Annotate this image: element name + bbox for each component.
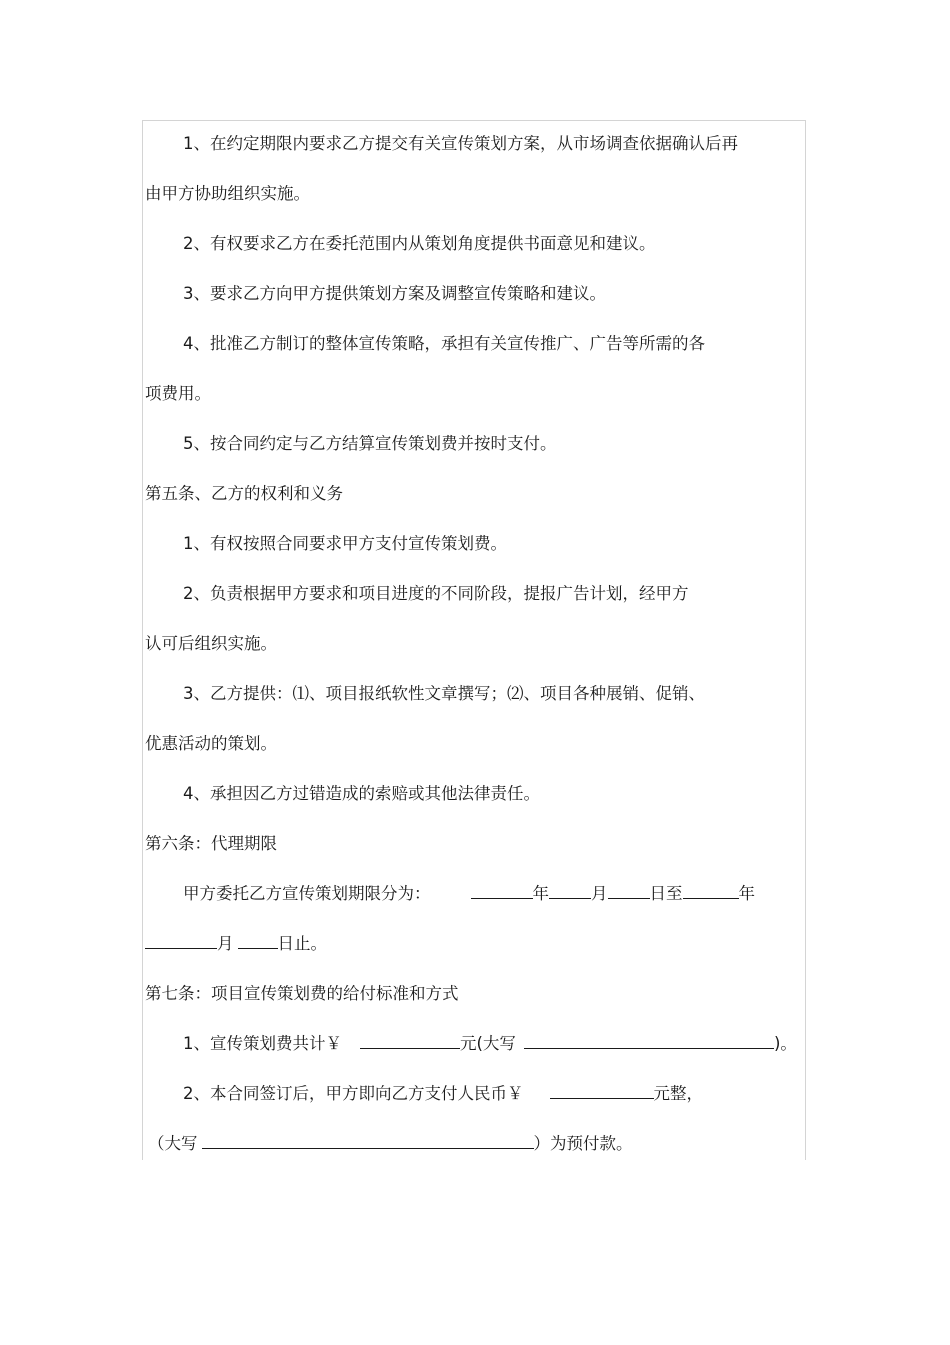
- clause-4-item-1: 1、在约定期限内要求乙方提交有关宣传策划方案，从市场调查依据确认后再: [183, 134, 738, 153]
- heading-clause-6: 第六条：代理期限: [145, 834, 277, 853]
- fee-total-amount-blank: [360, 1034, 460, 1049]
- start-month-blank: [549, 884, 591, 899]
- heading-clause-7: 第七条：项目宣传策划费的给付标准和方式: [145, 984, 459, 1003]
- term-end-month-label: 月: [217, 934, 234, 953]
- clause-4-item-4-cont: 项费用。: [145, 384, 211, 403]
- clause-4-item-2: 2、有权要求乙方在委托范围内从策划角度提供书面意见和建议。: [183, 234, 656, 253]
- prepayment-suffix: ）为预付款。: [533, 1134, 633, 1153]
- clause-5-item-3: 3、乙方提供：⑴、项目报纸软性文章撰写；⑵、项目各种展销、促销、: [183, 684, 705, 703]
- start-year-blank: [471, 884, 533, 899]
- term-intro: 甲方委托乙方宣传策划期限分为：: [183, 884, 431, 903]
- fee-total-unit: 元(大写: [460, 1034, 516, 1053]
- clause-5-item-1: 1、有权按照合同要求甲方支付宣传策划费。: [183, 534, 507, 553]
- prepayment-line-cont: [148, 1134, 633, 1154]
- fee-total-capital-blank: [524, 1034, 774, 1049]
- frame-top-border: [142, 120, 806, 121]
- frame-left-border: [142, 120, 143, 1160]
- prepayment-unit: 元整，: [653, 1084, 703, 1103]
- clause-5-item-4: 4、承担因乙方过错造成的索赔或其他法律责任。: [183, 784, 540, 803]
- term-line: [183, 884, 755, 904]
- end-month-blank: [145, 934, 217, 949]
- fee-total-line: [183, 1034, 797, 1054]
- start-day-blank: [608, 884, 650, 899]
- term-line-cont: [145, 934, 327, 954]
- clause-4-item-5: 5、按合同约定与乙方结算宣传策划费并按时支付。: [183, 434, 557, 453]
- term-end-year-label: 年: [738, 884, 755, 903]
- prepayment-capital-blank: [202, 1134, 534, 1149]
- term-day-to-label: 日至: [649, 884, 683, 903]
- fee-total-prefix: 1、宣传策划费共计￥: [183, 1034, 342, 1053]
- prepayment-line: [183, 1084, 703, 1104]
- term-end-label: 日止。: [277, 934, 327, 953]
- clause-4-item-4: 4、批准乙方制订的整体宣传策略，承担有关宣传推广、广告等所需的各: [183, 334, 705, 353]
- clause-5-item-2-cont: 认可后组织实施。: [145, 634, 277, 653]
- frame-right-border: [805, 120, 806, 1160]
- prepayment-prefix: 2、本合同签订后，甲方即向乙方支付人民币￥: [183, 1084, 524, 1103]
- term-year-label: 年: [532, 884, 549, 903]
- clause-4-item-1-cont: 由甲方协助组织实施。: [145, 184, 310, 203]
- term-month-label: 月: [591, 884, 608, 903]
- end-day-blank: [238, 934, 278, 949]
- prepayment-open: （大写: [148, 1134, 198, 1153]
- end-year-blank: [683, 884, 739, 899]
- heading-clause-5: 第五条、乙方的权利和义务: [145, 484, 343, 503]
- prepayment-amount-blank: [550, 1084, 654, 1099]
- clause-5-item-2: 2、负责根据甲方要求和项目进度的不同阶段，提报广告计划，经甲方: [183, 584, 689, 603]
- clause-4-item-3: 3、要求乙方向甲方提供策划方案及调整宣传策略和建议。: [183, 284, 606, 303]
- fee-total-suffix: )。: [773, 1034, 797, 1053]
- clause-5-item-3-cont: 优惠活动的策划。: [145, 734, 277, 753]
